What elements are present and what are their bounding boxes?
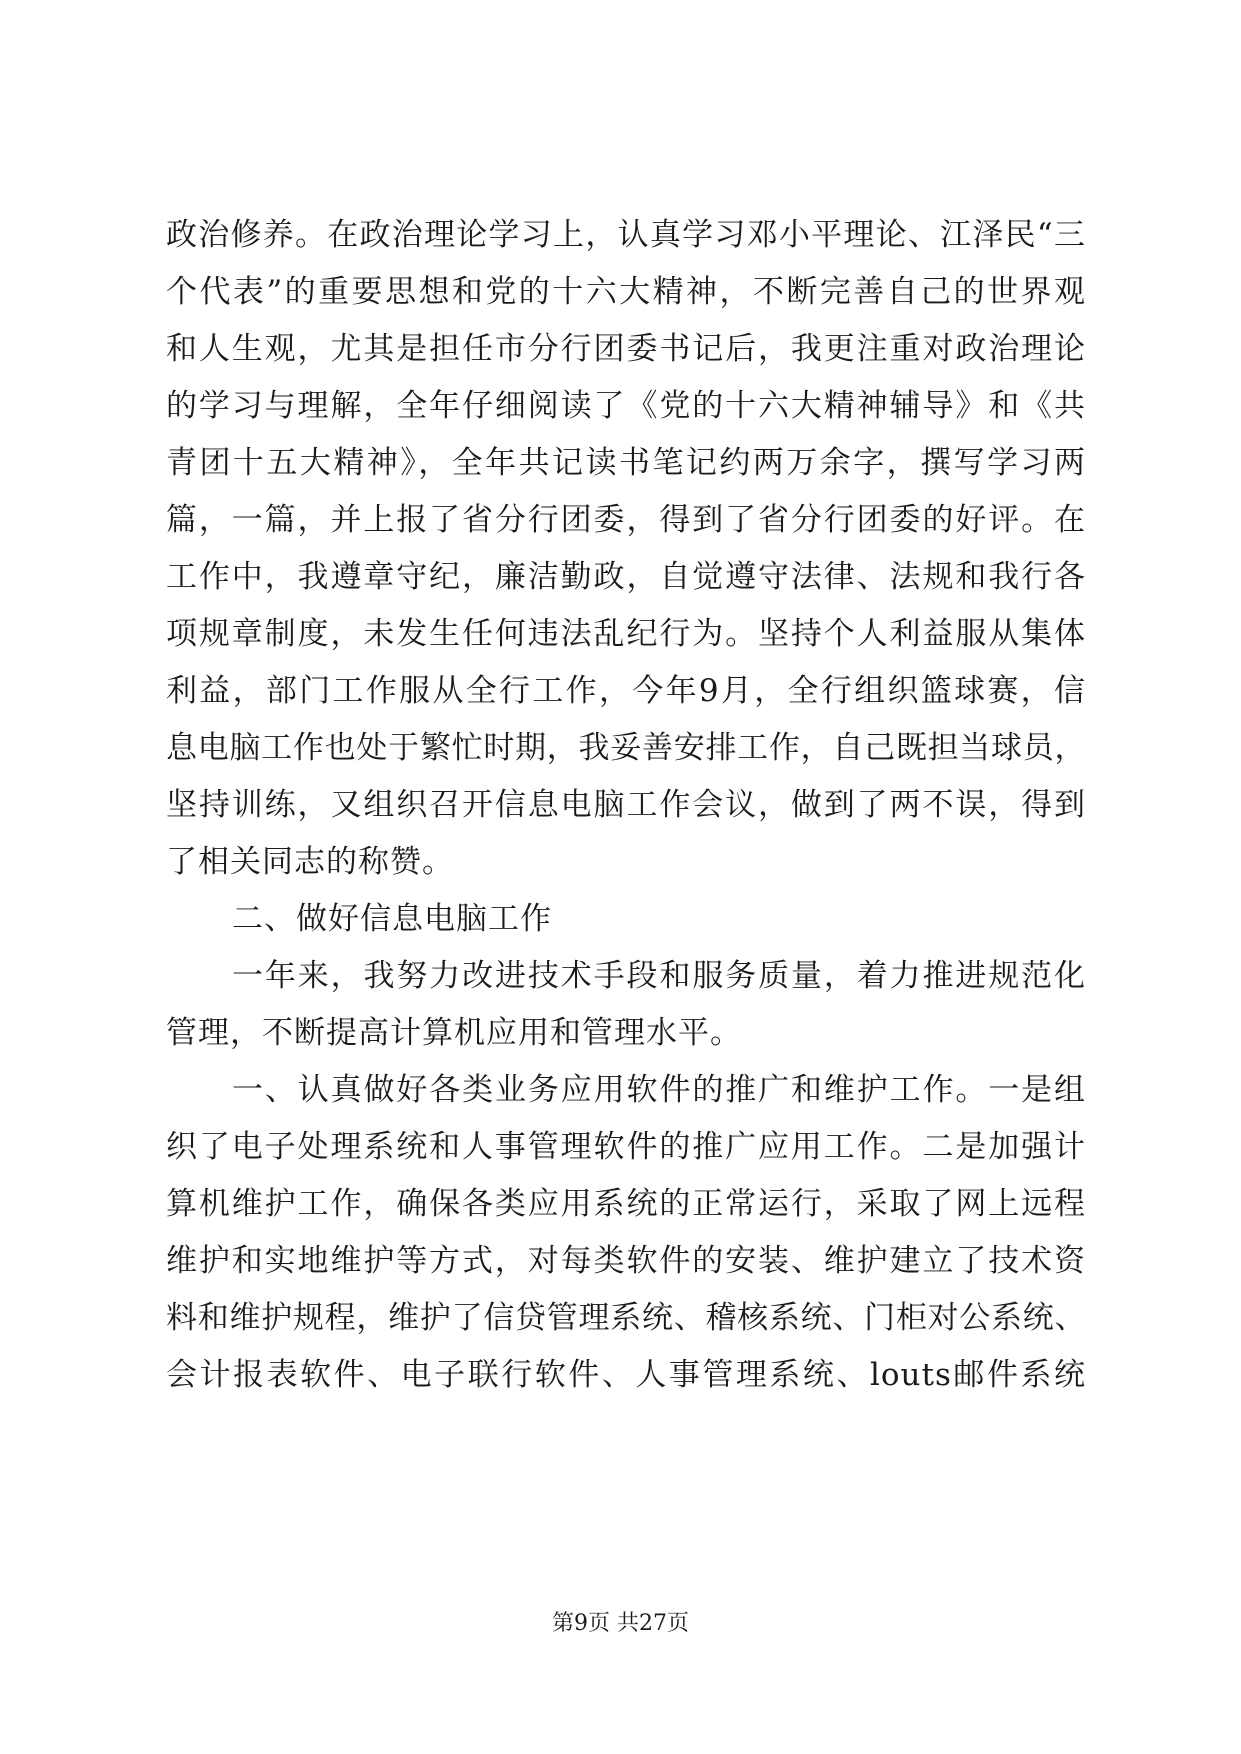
body-line: 坚持训练，又组织召开信息电脑工作会议，做到了两不误，得到 xyxy=(166,787,1086,823)
body-line: 一年来，我努力改进技术手段和服务质量，着力推进规范化 xyxy=(232,958,1086,994)
body-line: 工作中，我遵章守纪，廉洁勤政，自觉遵守法律、法规和我行各 xyxy=(166,559,1086,595)
body-line: 和人生观，尤其是担任市分行团委书记后，我更注重对政治理论 xyxy=(166,331,1086,367)
body-line: 个代表”的重要思想和党的十六大精神，不断完善自己的世界观 xyxy=(166,274,1086,310)
body-line: 息电脑工作也处于繁忙时期，我妥善安排工作，自己既担当球员， xyxy=(166,730,1086,766)
body-line: 织了电子处理系统和人事管理软件的推广应用工作。二是加强计 xyxy=(166,1129,1086,1165)
body-line: 了相关同志的称赞。 xyxy=(166,844,454,880)
body-line: 维护和实地维护等方式，对每类软件的安装、维护建立了技术资 xyxy=(166,1243,1086,1279)
body-line: 管理，不断提高计算机应用和管理水平。 xyxy=(166,1015,742,1051)
body-line: 利益，部门工作服从全行工作，今年9月，全行组织篮球赛，信 xyxy=(166,673,1086,709)
body-line: 的学习与理解，全年仔细阅读了《党的十六大精神辅导》和《共 xyxy=(166,388,1086,424)
body-line: 料和维护规程，维护了信贷管理系统、稽核系统、门柜对公系统、 xyxy=(166,1300,1086,1336)
body-line: 项规章制度，未发生任何违法乱纪行为。坚持个人利益服从集体 xyxy=(166,616,1086,652)
body-line: 算机维护工作，确保各类应用系统的正常运行，采取了网上远程 xyxy=(166,1186,1086,1222)
body-line: 篇，一篇，并上报了省分行团委，得到了省分行团委的好评。在 xyxy=(166,502,1086,538)
body-line: 一、认真做好各类业务应用软件的推广和维护工作。一是组 xyxy=(232,1072,1086,1108)
body-line: 会计报表软件、电子联行软件、人事管理系统、louts邮件系统 xyxy=(166,1357,1086,1393)
page-number-footer: 第9页 共27页 xyxy=(552,1611,689,1636)
body-line: 政治修养。在政治理论学习上，认真学习邓小平理论、江泽民“三 xyxy=(166,217,1086,253)
section-heading: 二、做好信息电脑工作 xyxy=(232,901,552,937)
body-line: 青团十五大精神》，全年共记读书笔记约两万余字，撰写学习两 xyxy=(166,445,1086,481)
